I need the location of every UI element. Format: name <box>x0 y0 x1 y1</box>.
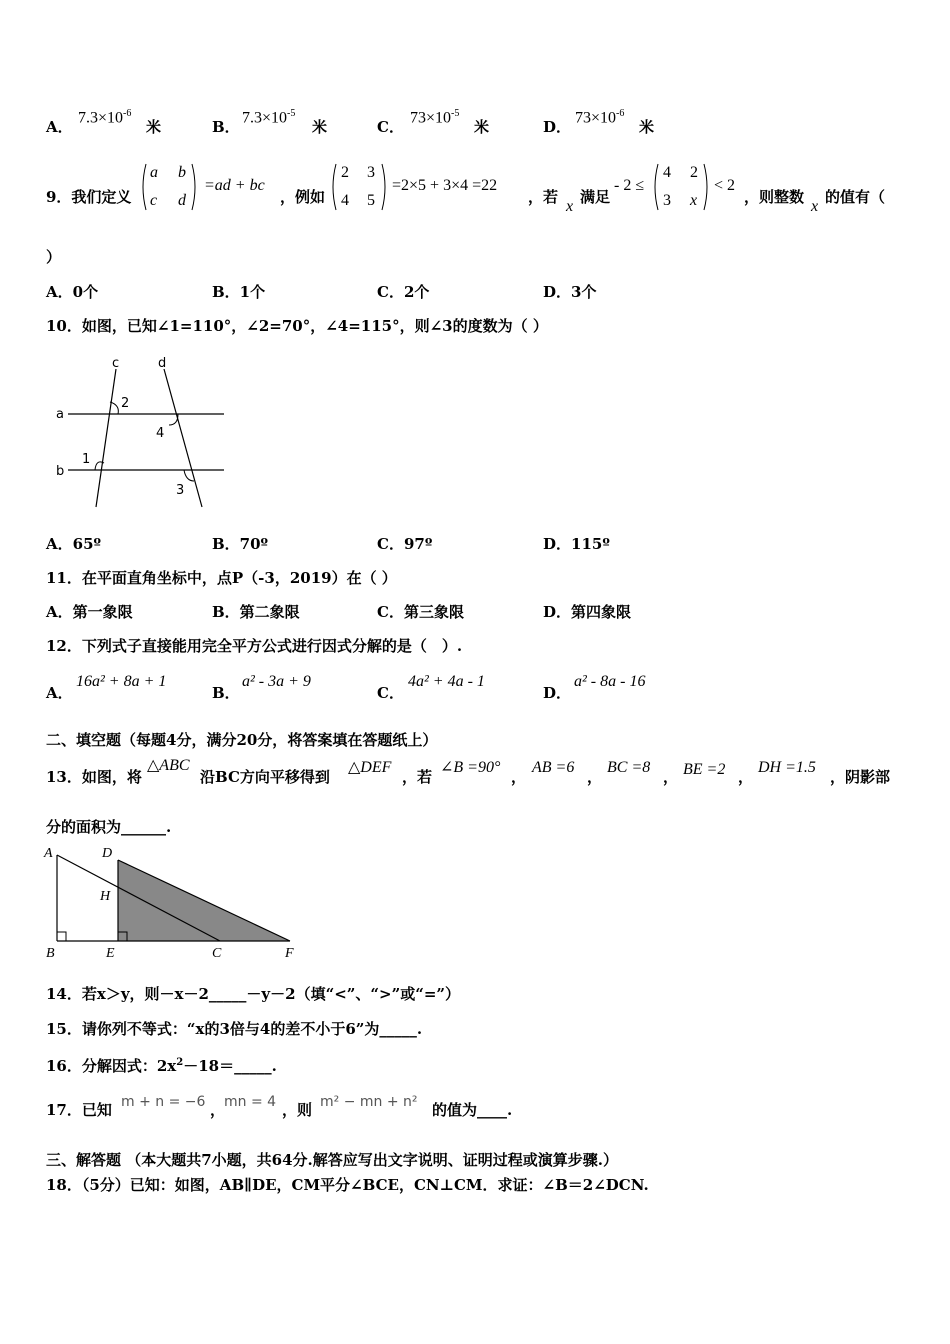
q9-tail: 的值有（ <box>825 188 886 206</box>
q9-option-d: D．3个 <box>543 283 597 301</box>
q10-option-b: B．70º <box>212 535 269 553</box>
q8-option-c-expr: $73\times 10^{-5}$ <box>410 108 460 127</box>
q8-option-c-label: C． <box>377 118 404 136</box>
q9-option-a: A．0个 <box>46 283 99 301</box>
q12-option-d-expr: a² - 8a - 16 <box>574 673 646 690</box>
q9-number: 9．我们定义 <box>46 188 132 206</box>
q9-matrix-def: a b c d <box>140 162 184 206</box>
label-3: 3 <box>176 483 185 498</box>
q12-option-a-expr: 16a² + 8a + 1 <box>76 673 167 690</box>
q8-option-d-label: D． <box>543 118 572 136</box>
q17-tail: 的值为____. <box>432 1101 513 1119</box>
q9-example-label: ，例如 <box>280 188 326 206</box>
q17-then: ，则 <box>282 1101 313 1119</box>
q9-then: ，则整数 <box>744 188 805 206</box>
q12-option-d-label: D． <box>543 684 572 702</box>
q18-text: 18．（5分）已知：如图，AB∥DE，CM平分∠BCE，CN⊥CM．求证：∠B＝2∠DCN. <box>46 1176 649 1194</box>
q9-x1: x <box>566 198 574 215</box>
q8-option-b-expr: $7.3\times 10^{-5}$ <box>242 108 296 127</box>
q11-option-d: D．第四象限 <box>543 603 632 621</box>
q12-text: 12．下列式子直接能用完全平方公式进行因式分解的是（ ）. <box>46 637 463 655</box>
q8-option-a-label: A． <box>46 118 73 136</box>
q17-expr-1: m + n = −6 <box>121 1094 206 1110</box>
q17-expr-2: mn = 4 <box>224 1094 277 1110</box>
label-d: d <box>158 356 167 371</box>
q13-abc: △ABC <box>147 757 190 774</box>
q17-sep: ， <box>210 1101 226 1119</box>
label-2: 2 <box>121 396 130 411</box>
q9-x2: x <box>811 198 819 215</box>
q13-sep-4: ， <box>738 768 754 786</box>
q17-pre: 17．已知 <box>46 1101 112 1119</box>
q13-mid: 沿BC方向平移得到 <box>200 768 330 786</box>
q9-option-c: C．2个 <box>377 283 430 301</box>
q12-option-b-expr: a² - 3a + 9 <box>242 673 311 690</box>
q9-example: =2×5 + 3×4 =22 <box>392 177 498 194</box>
q9-rhs: < 2 <box>714 177 736 194</box>
label-1: 1 <box>82 452 91 467</box>
q10-option-c: C．97º <box>377 535 433 553</box>
q13-pre: 13．如图，将 <box>46 768 142 786</box>
q16-text: 16．分解因式：$2x^2-18=\_\_\_\_\_$. <box>46 1057 277 1075</box>
q13-def: △DEF <box>348 759 392 776</box>
q12-option-b-label: B． <box>212 684 240 702</box>
q13-cond-3: BC =8 <box>607 759 651 776</box>
q9-close: ） <box>46 248 62 266</box>
q12-option-c-label: C． <box>377 684 404 702</box>
q11-option-a: A．第一象限 <box>46 603 133 621</box>
q12-option-a-label: A． <box>46 684 73 702</box>
label-c: c <box>112 356 120 371</box>
q9-option-b: B．1个 <box>212 283 266 301</box>
q15-text: 15．请你列不等式：“x的3倍与4的差不小于6”为_____. <box>46 1020 423 1038</box>
label-a: a <box>56 407 64 422</box>
q8-option-b-label: B． <box>212 118 240 136</box>
q13-cond-5: DH =1.5 <box>758 759 816 776</box>
q8-option-b-unit: 米 <box>312 118 328 136</box>
q11-option-b: B．第二象限 <box>212 603 300 621</box>
q9-matrix-example: 2 3 4 5 <box>330 162 374 206</box>
label-H: H <box>100 889 111 904</box>
q10-option-a: A．65º <box>46 535 102 553</box>
q17-expr-3: m² − mn + n² <box>320 1094 418 1110</box>
label-b: b <box>56 464 65 479</box>
q8-option-a-unit: 米 <box>146 118 162 136</box>
q12-option-c-expr: 4a² + 4a - 1 <box>408 673 485 690</box>
label-E: E <box>106 946 115 961</box>
q13-cond-2: AB =6 <box>532 759 575 776</box>
q10-text: 10．如图，已知∠1=110°，∠2=70°，∠4=115°，则∠3的度数为（ ） <box>46 317 548 335</box>
q10-figure <box>44 355 234 515</box>
q9-lhs: - 2 ≤ <box>614 177 645 194</box>
q13-tail: ，阴影部 <box>830 768 891 786</box>
q8-option-a-expr: $7.3\times 10^{-6}$ <box>78 108 132 127</box>
q11-text: 11．在平面直角坐标中，点P（-3，2019）在（ ） <box>46 569 397 587</box>
q9-matrix-condition: 4 2 3 x <box>652 162 696 206</box>
line-c <box>96 369 116 507</box>
label-F: F <box>285 946 294 961</box>
label-4: 4 <box>156 426 165 441</box>
q13-sep-3: ， <box>663 768 679 786</box>
q13-line2: 分的面积为______. <box>46 818 172 836</box>
section-2-title: 二、填空题（每题4分，满分20分，将答案填在答题纸上） <box>46 731 438 749</box>
q9-definition: =ad + bc <box>204 177 265 194</box>
q9-if: ，若 <box>528 188 559 206</box>
q13-sep-2: ， <box>587 768 603 786</box>
q13-cond-4: BE =2 <box>683 761 726 778</box>
label-C: C <box>212 946 222 961</box>
q13-cond-1: ∠B =90° <box>440 759 501 776</box>
q10-option-d: D．115º <box>543 535 610 553</box>
q8-option-d-expr: $73\times 10^{-6}$ <box>575 108 625 127</box>
q14-text: 14．若x＞y，则－x－2_____－y－2（填“<”、“>”或“=”） <box>46 985 461 1003</box>
label-A: A <box>44 846 53 861</box>
q11-option-c: C．第三象限 <box>377 603 464 621</box>
q13-figure <box>40 842 305 964</box>
q8-option-c-unit: 米 <box>474 118 490 136</box>
q13-sep-1: ， <box>511 768 527 786</box>
q13-if: ，若 <box>402 768 433 786</box>
label-B: B <box>46 946 55 961</box>
section-3-title: 三、解答题 （本大题共7小题，共64分.解答应写出文字说明、证明过程或演算步骤.） <box>46 1151 618 1169</box>
label-D: D <box>102 846 113 861</box>
q9-satisfy: 满足 <box>580 188 611 206</box>
q8-option-d-unit: 米 <box>639 118 655 136</box>
